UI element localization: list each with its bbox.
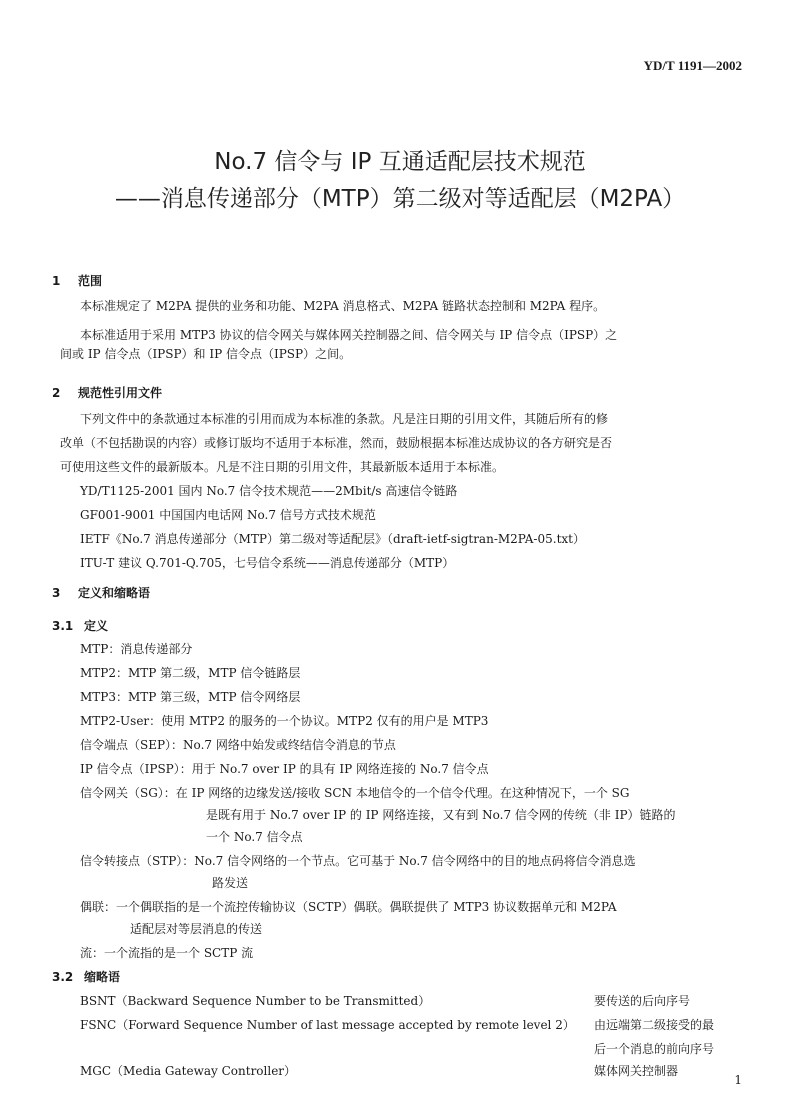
section-title: 定义和缩略语 <box>78 586 151 600</box>
section-title: 规范性引用文件 <box>78 386 163 400</box>
reference-item: ITU-T 建议 Q.701-Q.705，七号信令系统——消息传递部分（MTP） <box>80 556 455 570</box>
definition-item: MTP2：MTP 第二级，MTP 信令链路层 <box>80 666 301 680</box>
abbreviation-term: FSNC（Forward Sequence Number of last message accepted by remote level 2） <box>80 1018 575 1032</box>
definition-item: IP 信令点（IPSP）：用于 No.7 over IP 的具有 IP 网络连接的 No.7 信令点 <box>80 762 489 776</box>
subsection-3-2-heading <box>52 968 120 985</box>
subsection-title: 缩略语 <box>84 970 121 984</box>
section-title: 范围 <box>78 274 103 288</box>
section-number: 1 <box>52 274 61 288</box>
reference-item: GF001-9001 中国国内电话网 No.7 信号方式技术规范 <box>80 508 376 522</box>
definition-item: MTP：消息传递部分 <box>80 642 193 656</box>
section-3-heading <box>52 584 150 601</box>
abbreviation-meaning: 要传送的后向序号 <box>594 994 691 1008</box>
reference-item: IETF《No.7 消息传递部分（MTP）第二级对等适配层》（draft-ietf-sigtran-M2PA-05.txt） <box>80 532 585 546</box>
definition-stream: 流：一个流指的是一个 SCTP 流 <box>80 946 254 960</box>
page-number: 1 <box>734 1073 742 1087</box>
section-2-paragraph-line-1: 下列文件中的条款通过本标准的引用而成为本标准的条款。凡是注日期的引用文件，其随后所有的修 <box>80 412 609 426</box>
definition-sg-line-3: 一个 No.7 信令点 <box>206 830 303 844</box>
abbreviation-term: BSNT（Backward Sequence Number to be Transmitted） <box>80 994 431 1008</box>
section-number: 2 <box>52 386 61 400</box>
definition-sg-line-2: 是既有用于 No.7 over IP 的 IP 网络连接，又有到 No.7 信令网的传统（非 IP）链路的 <box>206 808 676 822</box>
definition-item: MTP2-User：使用 MTP2 的服务的一个协议。MTP2 仅有的用户是 MTP3 <box>80 714 489 728</box>
section-1-paragraph-2-line-1: 本标准适用于采用 MTP3 协议的信令网关与媒体网关控制器之间、信令网关与 IP 信令点（IPSP）之 <box>80 328 618 342</box>
abbreviation-meaning: 媒体网关控制器 <box>594 1064 679 1078</box>
definition-stp-line-1: 信令转接点（STP）：No.7 信令网络的一个节点。它可基于 No.7 信令网络中的目的地点码将信令消息选 <box>80 854 636 868</box>
section-1-paragraph-2-line-2: 间或 IP 信令点（IPSP）和 IP 信令点（IPSP）之间。 <box>60 347 352 361</box>
abbreviation-meaning-continued: 后一个消息的前向序号 <box>594 1042 715 1056</box>
section-2-heading <box>52 384 162 401</box>
definition-association-line-1: 偶联：一个偶联指的是一个流控传输协议（SCTP）偶联。偶联提供了 MTP3 协议数据单元和 M2PA <box>80 900 617 914</box>
definition-association-line-2: 适配层对等层消息的传送 <box>130 922 263 936</box>
definition-item: MTP3：MTP 第三级，MTP 信令网络层 <box>80 690 301 704</box>
abbreviation-term: MGC（Media Gateway Controller） <box>80 1064 297 1078</box>
subsection-3-1-heading <box>52 617 108 634</box>
section-2-paragraph-line-2: 改单（不包括勘误的内容）或修订版均不适用于本标准，然而，鼓励根据本标准达成协议的各方研究是否 <box>60 436 613 450</box>
subsection-title: 定义 <box>84 619 109 633</box>
document-title-line2: ——消息传递部分（MTP）第二级对等适配层（M2PA） <box>114 186 686 212</box>
standard-number: YD/T 1191—2002 <box>643 58 742 73</box>
section-number: 3 <box>52 586 61 600</box>
section-1-heading <box>52 272 102 289</box>
definition-item: 信令端点（SEP）：No.7 网络中始发或终结信令消息的节点 <box>80 738 396 752</box>
reference-item: YD/T1125-2001 国内 No.7 信令技术规范——2Mbit/s 高速信令链路 <box>80 484 458 498</box>
document-title-line1: No.7 信令与 IP 互通适配层技术规范 <box>214 149 586 175</box>
definition-stp-line-2: 路发送 <box>212 876 249 890</box>
abbreviation-meaning: 由远端第二级接受的最 <box>594 1018 715 1032</box>
subsection-number: 3.2 <box>52 970 74 984</box>
subsection-number: 3.1 <box>52 619 74 633</box>
section-2-paragraph-line-3: 可使用这些文件的最新版本。凡是不注日期的引用文件，其最新版本适用于本标准。 <box>60 460 505 474</box>
definition-sg-line-1: 信令网关（SG）：在 IP 网络的边缘发送/接收 SCN 本地信令的一个信令代理。在这种情况下，一个 SG <box>80 786 630 800</box>
section-1-paragraph-1: 本标准规定了 M2PA 提供的业务和功能、M2PA 消息格式、M2PA 链路状态控制和 M2PA 程序。 <box>80 299 606 313</box>
